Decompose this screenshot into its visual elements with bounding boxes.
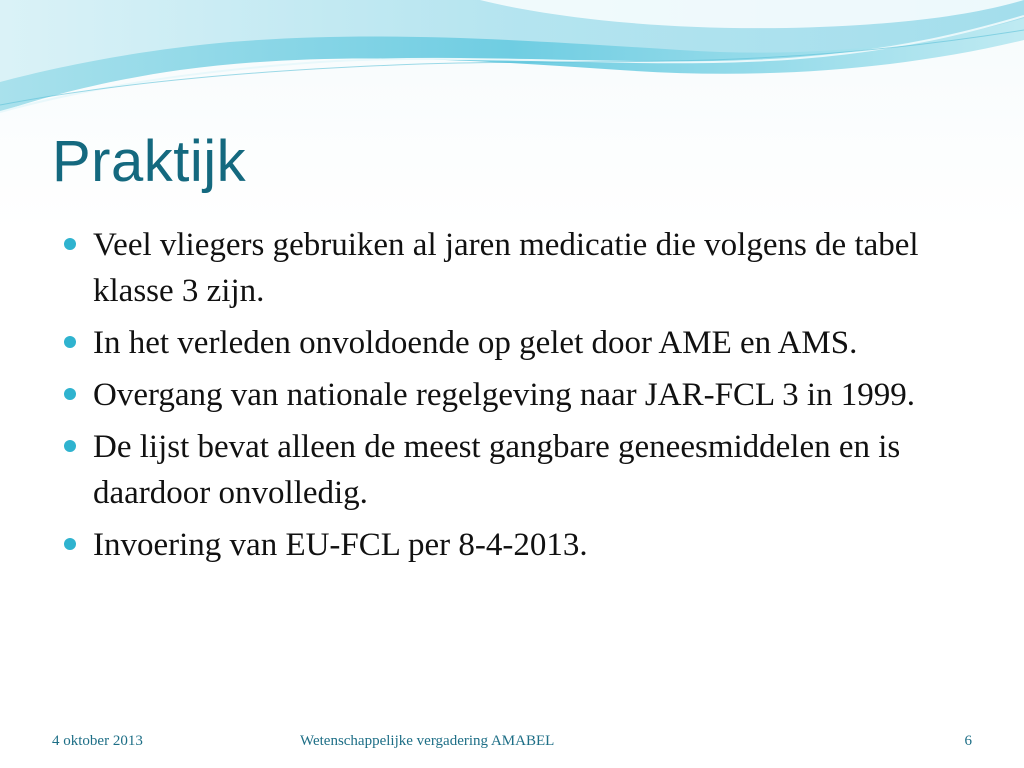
bullet-dot-icon — [64, 336, 76, 348]
header-wave-decoration — [0, 0, 1024, 130]
bullet-dot-icon — [64, 440, 76, 452]
bullet-text: De lijst bevat alleen de meest gangbare geneesmiddelen en is daardoor onvolledig. — [93, 429, 901, 511]
bullet-dot-icon — [64, 388, 76, 400]
bullet-text: Veel vliegers gebruiken al jaren medicatie die volgens de tabel klasse 3 zijn. — [93, 227, 919, 309]
bullet-item — [64, 320, 964, 366]
bullet-dot-icon — [64, 238, 76, 250]
slide-number: 6 — [964, 733, 972, 749]
slide-title: Praktijk — [52, 129, 247, 194]
footer-title: Wetenschappelijke vergadering AMABEL — [300, 733, 555, 749]
bullet-dot-icon — [64, 538, 76, 550]
bullet-item — [64, 222, 964, 314]
bullet-text: Invoering van EU-FCL per 8-4-2013. — [93, 527, 588, 563]
bullet-text: Overgang van nationale regelgeving naar JAR-FCL 3 in 1999. — [93, 377, 916, 413]
bullet-text: In het verleden onvoldoende op gelet door AME en AMS. — [93, 325, 858, 361]
footer-date: 4 oktober 2013 — [52, 733, 143, 749]
bullet-item — [64, 522, 964, 568]
bullet-item — [64, 372, 964, 418]
bullet-list — [64, 222, 964, 574]
bullet-item — [64, 424, 964, 516]
